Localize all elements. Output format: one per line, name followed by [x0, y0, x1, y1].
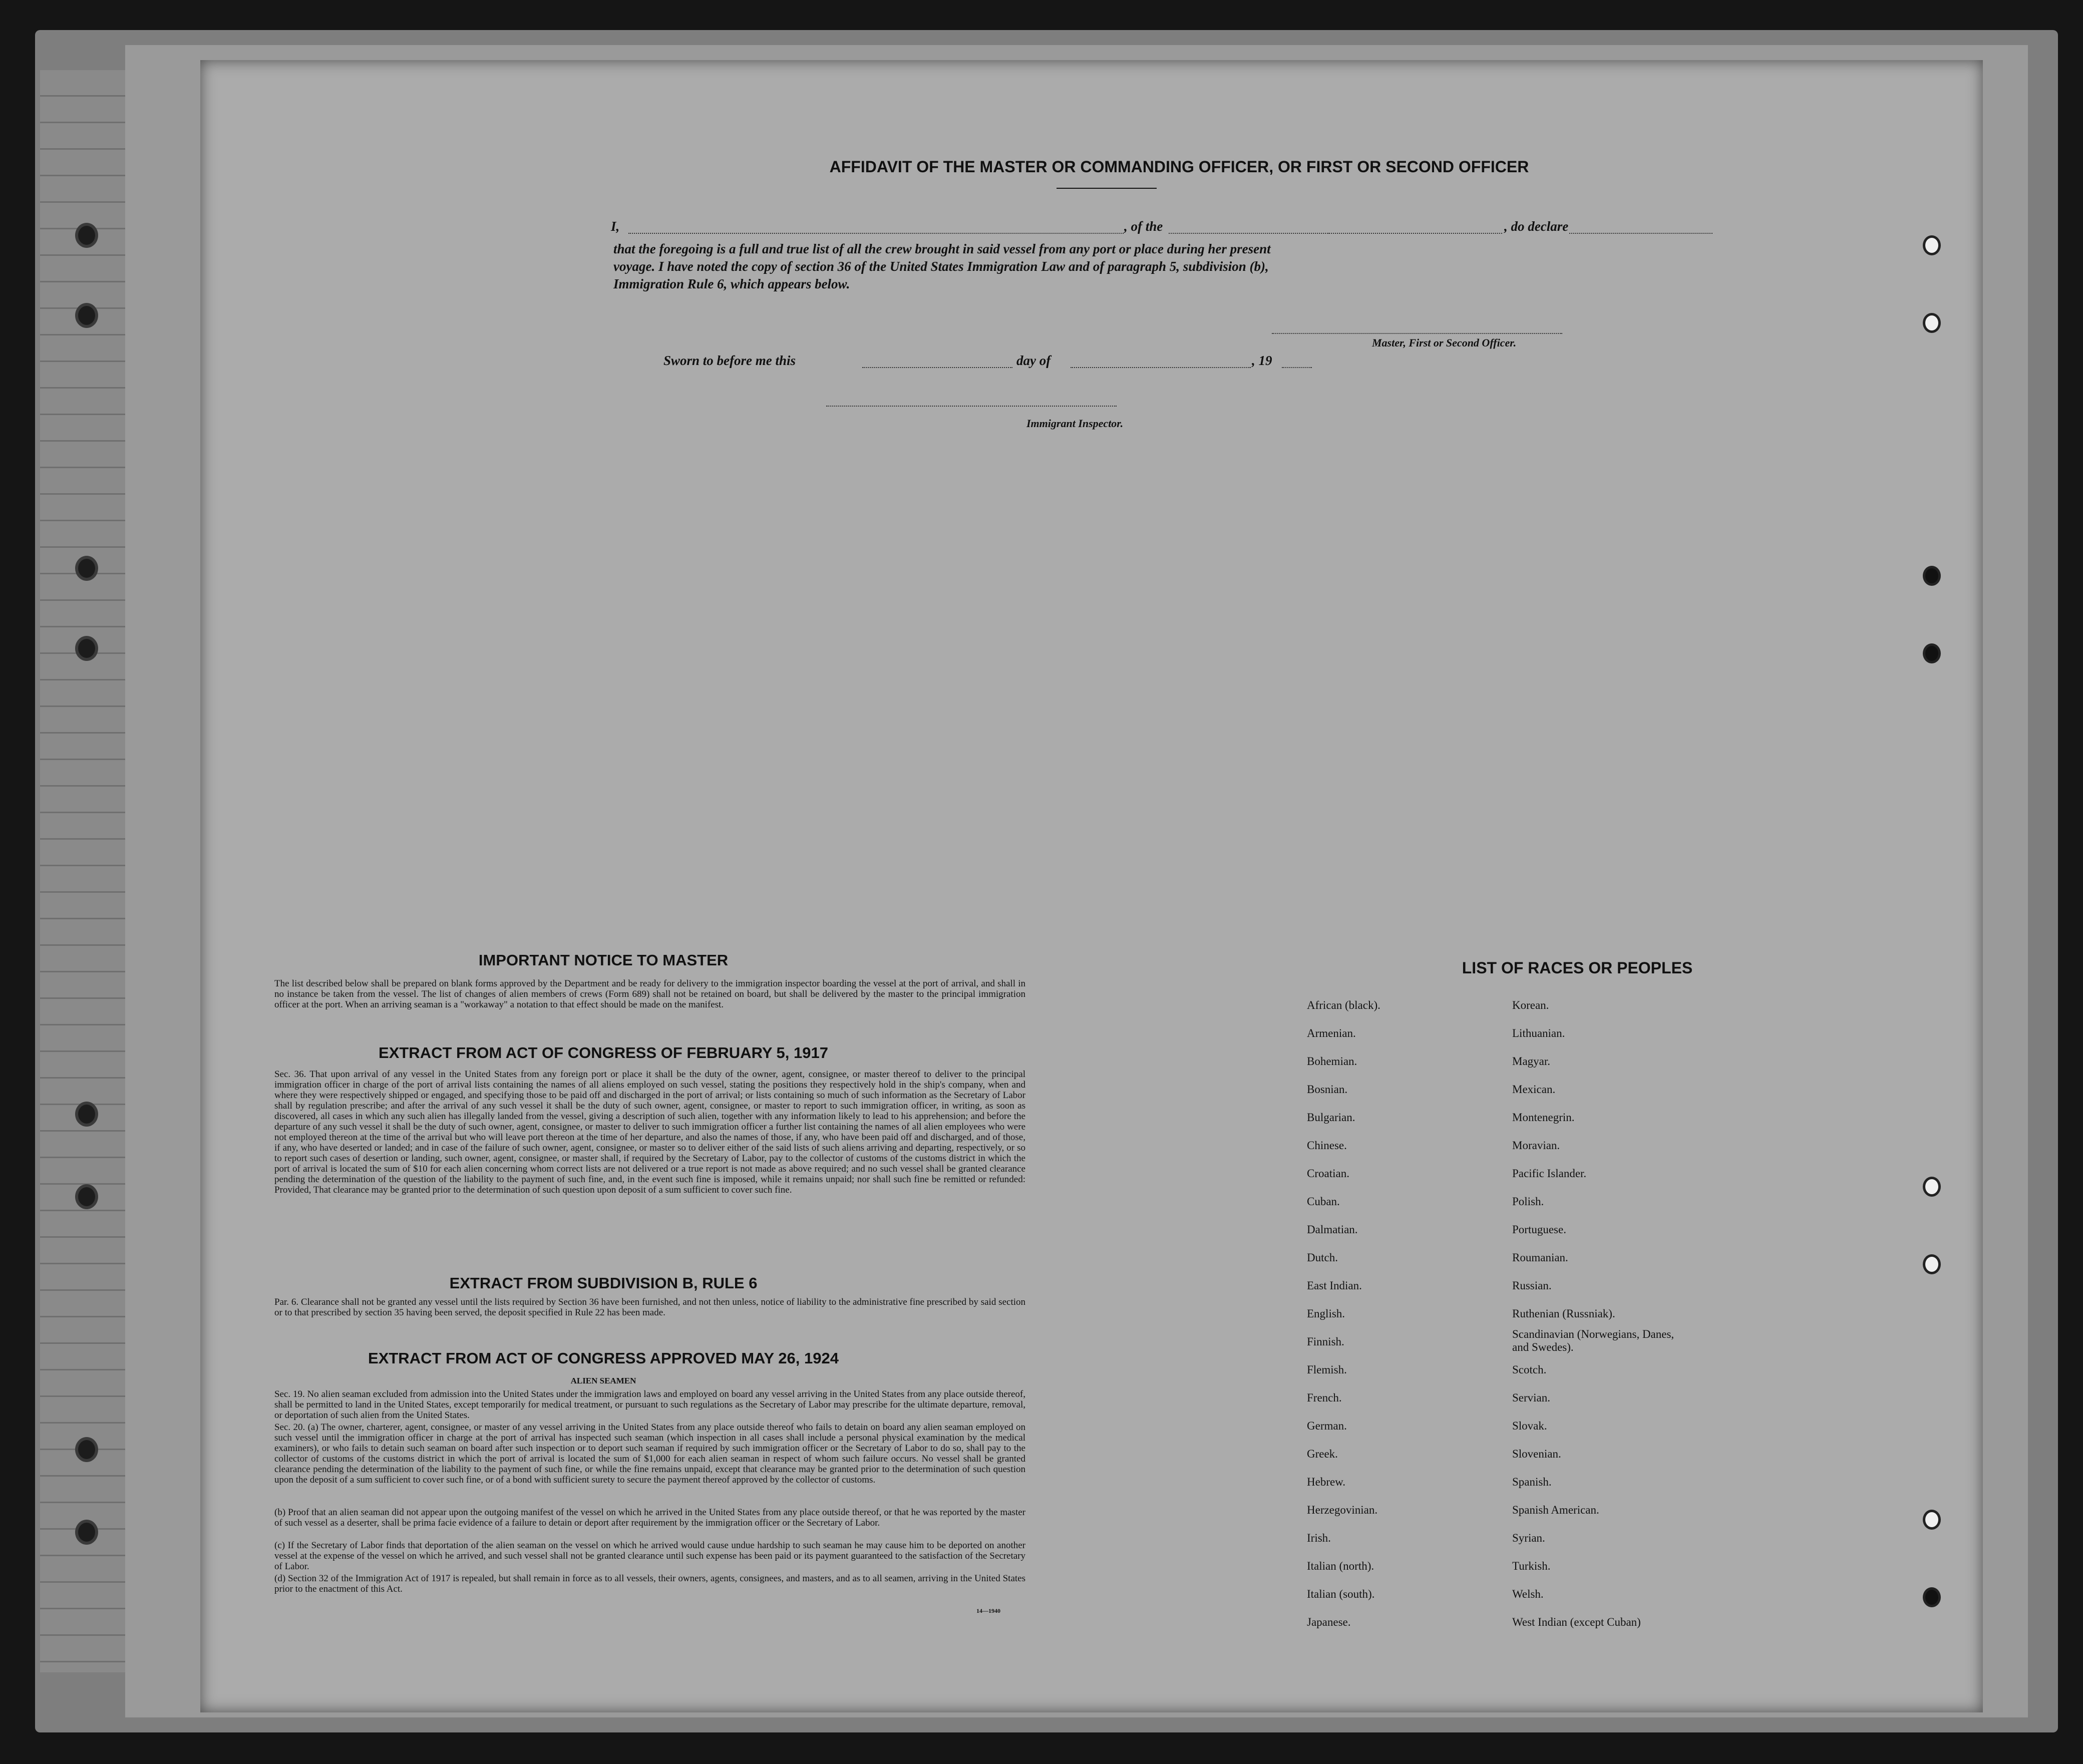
sec-20b-text: (b) Proof that an alien seaman did not appear upon the outgoing manifest of the vessel on which he arrived in the United States from any place outside thereof, or that he was reported by the master of such vessel as a deserter, shall be prima facie evidence of a failure to detain or deport after requirement by the immigration officer or the Secretary of Labor. [274, 1507, 1025, 1528]
extract-1917-title: EXTRACT FROM ACT OF CONGRESS OF FEBRUARY 5, 1917 [379, 1044, 828, 1062]
sworn-year-blank[interactable] [1282, 367, 1312, 368]
punch-hole [1923, 235, 1941, 255]
day-of-text: day of [1016, 353, 1051, 368]
race-item: Montenegrin. [1512, 1111, 1575, 1124]
race-item: German. [1307, 1420, 1347, 1432]
binder-hole [75, 1102, 98, 1127]
sworn-month-blank[interactable] [1071, 367, 1251, 368]
inspector-label: Immigrant Inspector. [1026, 417, 1124, 430]
punch-hole [1923, 566, 1941, 586]
punch-hole [1923, 313, 1941, 333]
inspector-signature-line[interactable] [826, 406, 1117, 407]
race-item: Herzegovinian. [1307, 1504, 1378, 1516]
sec-20c-text: (c) If the Secretary of Labor finds that deportation of the alien seaman on the vessel on which he arrived would cause undue hardship to such seaman he may cause him to be deported on another vessel at the expense of the vessel on which he arrived, and such vessel shall not be granted clearance until such expense has been paid or its payment guaranteed to the satisfaction of the Secretary of Labor. [274, 1540, 1025, 1572]
punch-hole [1923, 1510, 1941, 1530]
race-item: Italian (north). [1307, 1560, 1374, 1572]
race-item: Hebrew. [1307, 1476, 1346, 1488]
race-item: Italian (south). [1307, 1588, 1375, 1600]
sec-20d-text: (d) Section 32 of the Immigration Act of 1917 is repealed, but shall remain in force as to all vessels, their owners, agents, consignees, and masters, and as to all seamen, arriving in the United States prior to the enactment of this Act. [274, 1573, 1025, 1594]
race-item: Syrian. [1512, 1532, 1545, 1544]
race-item: Polish. [1512, 1195, 1544, 1208]
race-item: Scandinavian (Norwegians, Danes, and Swedes). [1512, 1328, 1674, 1353]
notice-text: The list described below shall be prepared on blank forms approved by the Department and be ready for delivery to the immigration inspector boarding the vessel at the port of arrival, and shall in no instance be taken from the vessel. The list of changes of alien members of crews (Form 689) shall not be retained on board, but shall be delivered by the master to the principal immigration officer at the port. When an arriving seaman is a "workaway" a notation to that effect should be made on the manifest. [274, 978, 1025, 1010]
race-item: Mexican. [1512, 1083, 1556, 1096]
race-item: Japanese. [1307, 1616, 1351, 1628]
punch-hole [1923, 1254, 1941, 1274]
title-underline [1057, 188, 1157, 189]
race-item: Croatian. [1307, 1167, 1349, 1180]
binder-hole [75, 303, 98, 328]
race-item: Chinese. [1307, 1139, 1347, 1152]
extract-1917-text: Sec. 36. That upon arrival of any vessel in the United States from any foreign port or place it shall be the duty of the owner, agent, consignee, or master thereof to deliver to the principal immigration officer in charge of the port of arrival lists containing the names of all aliens employed on such vessel, stating the positions they respectively hold in the ship's company, when and where they were respectively shipped or engaged, and specifying those to be paid off and discharged in the port of arrival; or lists containing so much of such information as the Secretary of Labor shall by regulation prescribe; and after the arrival of any such vessel it shall be the duty of such owner, agent, consignee, or master to report to such immigration officer, in writing, as soon as discovered, all cases in which any such alien has illegally landed from the vessel, giving a description of such alien, together with any information likely to lead to his apprehension; and before the departure of any such vessel it shall be the duty of such owner, agent, consignee, or master to deliver to such immigration officer a further list containing the names of all alien employees who were not employed thereon at the time of the arrival but who will leave port thereon at the time of her departure, and also the names of those, if any, who have been paid off and discharged, and of those, if any, who have deserted or landed; and in case of the failure of such owner, agent, consignee, or master so to deliver either of the said lists of such aliens arriving and departing, respectively, or so to report such cases of desertion or landing, such owner, agent, consignee, or master shall, if required by the Secretary of Labor, pay to the collector of customs of the customs district in which the port of arrival is located the sum of $10 for each alien concerning whom correct lists are not delivered or a true report is not made as above required; and no such vessel shall be granted clearance pending the determination of the question of the liability to the payment of such fine, and, in the event such fine is imposed, while it remains unpaid; nor shall such fine be remitted or refunded: Provided, That clearance may be granted prior to the determination of such question upon deposit of a sum sufficient to cover such fine. [274, 1069, 1025, 1195]
race-item: Flemish. [1307, 1363, 1347, 1376]
vessel-blank[interactable] [1187, 233, 1712, 234]
punch-hole [1923, 1177, 1941, 1197]
race-item: Cuban. [1307, 1195, 1340, 1208]
races-column-1 [1307, 991, 1380, 1636]
affidavit-line-3: voyage. I have noted the copy of section 36 of the United States Immigration Law and of paragraph 5, subdivision (b), [613, 259, 1269, 274]
race-item: Slovenian. [1512, 1448, 1561, 1460]
race-item: Bulgarian. [1307, 1111, 1355, 1124]
affidavit-line-4: Immigration Rule 6, which appears below. [613, 276, 850, 291]
race-item: Finnish. [1307, 1335, 1344, 1348]
race-item: Roumanian. [1512, 1251, 1568, 1264]
sec-20a-text: Sec. 20. (a) The owner, charterer, agent, consignee, or master of any vessel arriving in the United States from any place outside thereof who fails to detain on board any alien seaman employed on such vessel until the immigration officer in charge at the port of arrival has inspected such seaman (which inspection in all cases shall include a personal physical examination by the medical examiners), or who fails to detain such seaman on board after such inspection or to deport such seaman if required by such immigration officer or the Secretary of Labor to do so, shall pay to the collector of customs of the customs district in which the port of arrival is located the sum of $1,000 for each alien seaman in respect of whom such failure occurs. No vessel shall be granted clearance pending the determination of the liability to the payment of such fine, or while the fine remains unpaid, except that clearance may be granted prior to the determination of such question upon the deposit of a sum sufficient to cover such fine, or of a bond with sufficient surety to secure the payment thereof approved by the collector of customs. [274, 1422, 1025, 1485]
race-item: Lithuanian. [1512, 1027, 1565, 1039]
race-item: Bohemian. [1307, 1055, 1357, 1068]
race-item: Welsh. [1512, 1588, 1544, 1600]
race-item: West Indian (except Cuban) [1512, 1616, 1641, 1628]
master-label: Master, First or Second Officer. [1372, 336, 1517, 349]
binder-hole [75, 1520, 98, 1545]
race-item: Magyar. [1512, 1055, 1551, 1068]
race-item: East Indian. [1307, 1279, 1362, 1292]
affidavit-declare: , do declare [1502, 218, 1568, 235]
manifest-page [200, 60, 1983, 1712]
race-item: English. [1307, 1307, 1345, 1320]
extract-1924-title: EXTRACT FROM ACT OF CONGRESS APPROVED MAY 26, 1924 [368, 1349, 839, 1367]
race-item: French. [1307, 1391, 1342, 1404]
race-item: Greek. [1307, 1448, 1338, 1460]
form-number: 14—1940 [976, 1607, 1000, 1614]
affidavit-i: I, [611, 219, 620, 234]
binder-hole [75, 223, 98, 248]
sworn-day-blank[interactable] [862, 367, 1012, 368]
punch-hole [1923, 643, 1941, 663]
race-item: Irish. [1307, 1532, 1331, 1544]
race-item: Armenian. [1307, 1027, 1356, 1039]
binder-hole [75, 556, 98, 581]
binder-hole [75, 1184, 98, 1209]
alien-seamen-subtitle: ALIEN SEAMEN [570, 1376, 636, 1385]
races-column-2 [1512, 991, 1677, 1636]
race-item: Slovak. [1512, 1420, 1547, 1432]
race-item: Moravian. [1512, 1139, 1560, 1152]
master-signature-line[interactable] [1272, 333, 1562, 334]
race-item: Korean. [1512, 999, 1549, 1011]
race-item: Spanish. [1512, 1476, 1552, 1488]
affidavit-line-2: that the foregoing is a full and true list of all the crew brought in said vessel from any port or place during her present [613, 241, 1271, 256]
sworn-text: Sworn to before me this [663, 353, 796, 368]
race-item: Spanish American. [1512, 1504, 1599, 1516]
race-item: Ruthenian (Russniak). [1512, 1307, 1615, 1320]
race-item: Pacific Islander. [1512, 1167, 1587, 1180]
affidavit-of-the: , of the [1124, 218, 1168, 235]
races-title: LIST OF RACES OR PEOPLES [1462, 959, 1693, 977]
race-item: Turkish. [1512, 1560, 1551, 1572]
affidavit-title: AFFIDAVIT OF THE MASTER OR COMMANDING OFFICER, OR FIRST OR SECOND OFFICER [829, 158, 1529, 176]
race-item: Portuguese. [1512, 1223, 1566, 1236]
binder-hole [75, 1437, 98, 1462]
race-item: African (black). [1307, 999, 1380, 1011]
race-item: Russian. [1512, 1279, 1552, 1292]
notice-title: IMPORTANT NOTICE TO MASTER [478, 951, 729, 969]
race-item: Dalmatian. [1307, 1223, 1358, 1236]
race-item: Scotch. [1512, 1363, 1547, 1376]
year-text: , 19 [1252, 353, 1272, 368]
rule6-text: Par. 6. Clearance shall not be granted any vessel until the lists required by Section 36 have been furnished, and not then unless, notice of liability to the administrative fine prescribed by said section or to that prescribed by section 35 having been served, the deposit specified in Rule 22 has been made. [274, 1297, 1025, 1318]
sec-19-text: Sec. 19. No alien seaman excluded from admission into the United States under the immigration laws and employed on board any vessel arriving in the United States from any place outside thereof, shall be permitted to land in the United States, except temporarily for medical treatment, or pursuant to such regulations as the Secretary of Labor may prescribe for the ultimate departure, removal, or deportation of such alien from the United States. [274, 1389, 1025, 1421]
rule6-title: EXTRACT FROM SUBDIVISION B, RULE 6 [449, 1274, 758, 1292]
race-item: Bosnian. [1307, 1083, 1348, 1096]
binder-hole [75, 636, 98, 661]
race-item: Dutch. [1307, 1251, 1338, 1264]
punch-hole [1923, 1587, 1941, 1607]
race-item: Servian. [1512, 1391, 1551, 1404]
